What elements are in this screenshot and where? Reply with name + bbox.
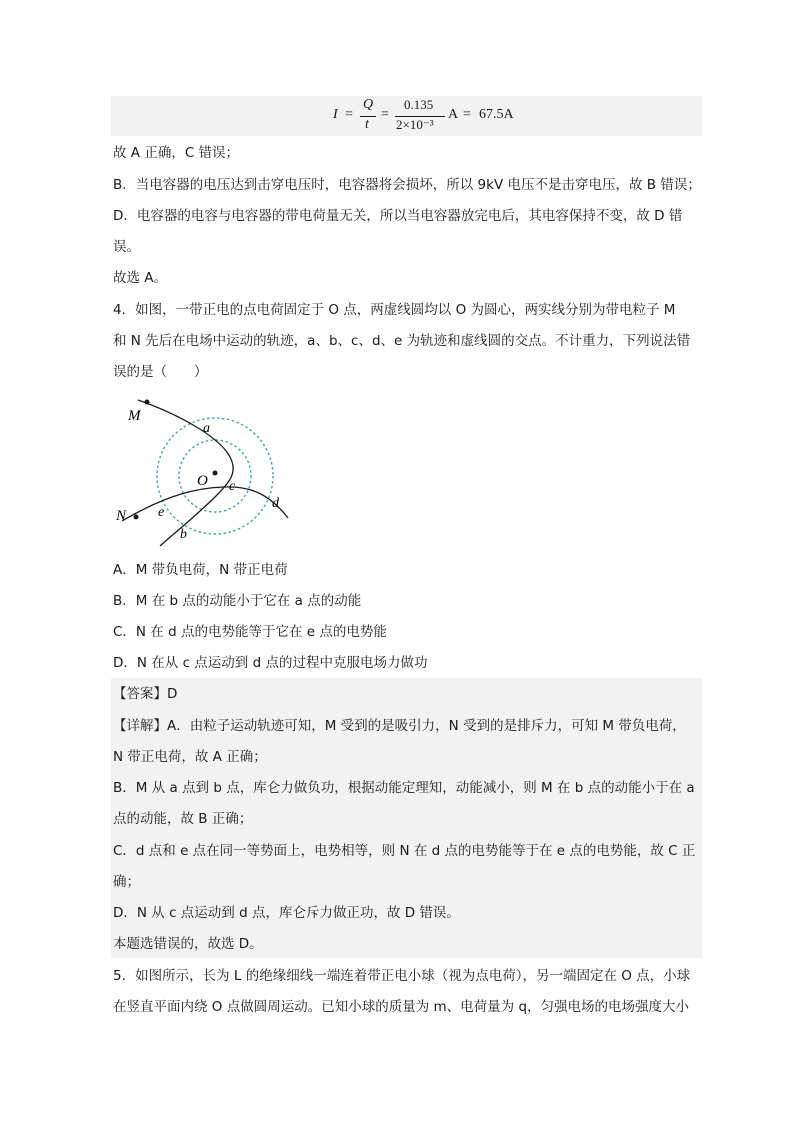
outer-equipotential-circle (157, 418, 273, 534)
trajectory-N (122, 487, 288, 521)
current-formula (111, 96, 702, 136)
detail-line: C．d 点和 e 点在同一等势面上，电势相等，则 N 在 d 点的电势能等于在 e 点的电势能，故 C 正 (113, 843, 696, 859)
formula-frac2-den: 2×10⁻³ (396, 117, 434, 132)
detail-line: 本题选错误的，故选 D。 (113, 936, 263, 952)
charge-O-dot (213, 471, 218, 476)
trajectory-M (138, 400, 233, 546)
text-line: 误。 (113, 239, 140, 255)
formula-frac2-num: 0.135 (404, 97, 434, 112)
formula-unit: A (448, 107, 459, 122)
electric-field-figure (108, 392, 298, 548)
label-b: b (180, 527, 187, 542)
text-line: 故选 A。 (113, 270, 168, 286)
question-stem: 和 N 先后在电场中运动的轨迹，a、b、c、d、e 为轨迹和虚线圆的交点。不计重力，下列说法错 (113, 333, 691, 349)
formula-eq: = (345, 107, 353, 122)
text-line: 故 A 正确，C 错误； (113, 145, 240, 161)
formula-frac1-num: Q (363, 97, 374, 112)
label-N: N (116, 508, 127, 524)
label-d: d (272, 496, 279, 511)
label-O: O (197, 473, 208, 489)
inner-equipotential-circle (179, 440, 251, 512)
option-c: C．N 在 d 点的电势能等于它在 e 点的电势能 (113, 624, 387, 640)
formula-result: 67.5A (479, 107, 514, 122)
formula-lhs: I (333, 107, 338, 122)
formula-eq: = (381, 107, 389, 122)
question-stem: 5．如图所示，长为 L 的绝缘细线一端连着带正电小球（视为点电荷），另一端固定在 O 点，小球 (113, 968, 691, 984)
question-stem: 误的是（ ） (113, 364, 208, 380)
text-line: D．电容器的电容与电容器的带电荷量无关，所以当电容器放完电后，其电容保持不变，故 D 错 (113, 208, 683, 224)
detail-line: 确； (113, 874, 140, 890)
question-stem: 4．如图，一带正电的点电荷固定于 O 点，两虚线圆均以 O 为圆心，两实线分别为带电粒子 M (113, 302, 676, 318)
formula-eq: = (463, 107, 471, 122)
label-c: c (229, 479, 236, 494)
text-line: B．当电容器的电压达到击穿电压时，电容器将会损坏，所以 9kV 电压不是击穿电压，故 B 错误； (113, 177, 701, 193)
label-e: e (158, 505, 165, 520)
detail-line: 【详解】A．由粒子运动轨迹可知，M 受到的是吸引力，N 受到的是排斥力，可知 M 带负电荷， (113, 718, 686, 734)
detail-line: N 带正电荷，故 A 正确； (113, 749, 267, 765)
particle-N-dot (134, 515, 139, 520)
option-d: D．N 在从 c 点运动到 d 点的过程中克服电场力做功 (113, 655, 428, 671)
detail-line: B．M 从 a 点到 b 点，库仑力做负功，根据动能定理知，动能减小，则 M 在 b 点的动能小于在 a (113, 780, 695, 796)
particle-M-dot (145, 400, 150, 405)
detail-line: D．N 从 c 点运动到 d 点，库仑斥力做正功，故 D 错误。 (113, 905, 460, 921)
answer-label: 【答案】D (113, 686, 178, 702)
option-a: A．M 带负电荷，N 带正电荷 (113, 562, 288, 578)
question-stem: 在竖直平面内绕 O 点做圆周运动。已知小球的质量为 m、电荷量为 q，匀强电场的电场强度大小 (113, 999, 690, 1015)
label-a: a (203, 421, 210, 436)
label-M: M (128, 408, 141, 424)
option-b: B．M 在 b 点的动能小于它在 a 点的动能 (113, 593, 362, 609)
detail-line: 点的动能，故 B 正确； (113, 811, 253, 827)
formula-frac1-den: t (365, 117, 369, 132)
